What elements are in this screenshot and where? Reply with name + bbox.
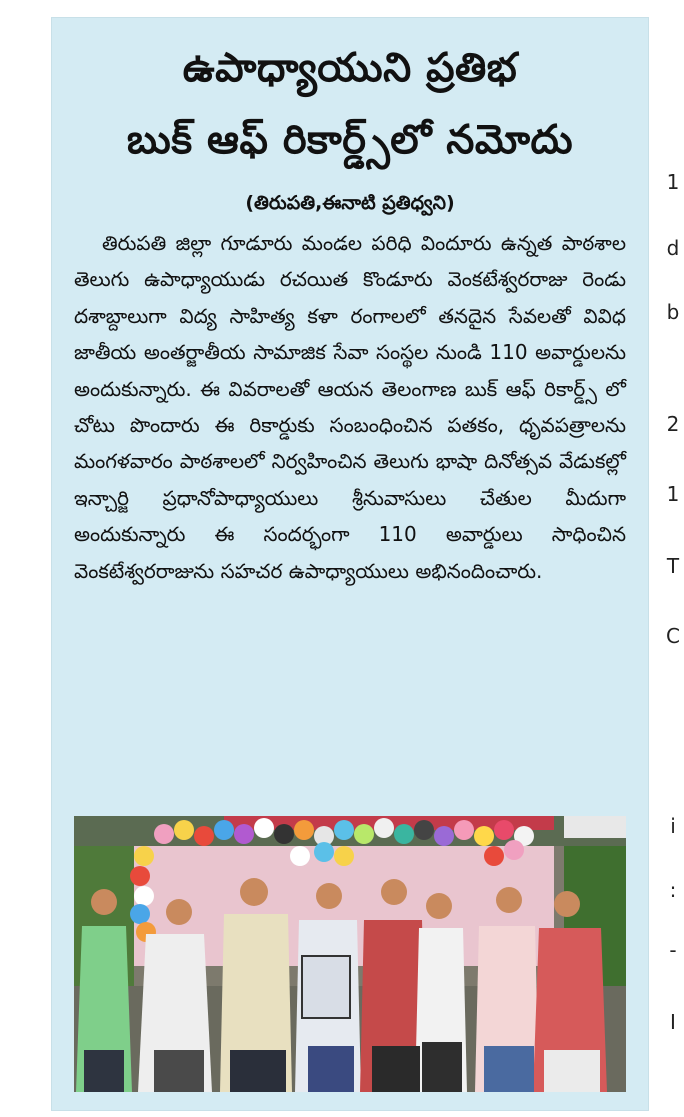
adjacent-column-fragment: 1	[666, 170, 680, 194]
article-body	[74, 225, 626, 589]
adjacent-column-fragment: b	[666, 300, 680, 324]
adjacent-column-fragment: 1	[666, 482, 680, 506]
headline-line-1: ఉపాధ్యాయుని ప్రతిభ	[182, 45, 518, 91]
award-ceremony-photo	[74, 816, 626, 1092]
headline	[52, 18, 648, 176]
article-body-text: తిరుపతి జిల్లా గూడూరు మండల పరిధి విందూరు ఉన్నత పాఠశాల తెలుగు ఉపాధ్యాయుడు రచయిత కొండూరు వెంకటేశ్వరరాజు రెండు దశాబ్దాలుగా విద్య సాహిత్య కళా రంగాలలో తనదైన సేవలతో వివిధ జాతీయ అంతర్జాతీయ సామాజిక సేవా సంస్థల నుండి 110 అవార్డులను అందుకున్నారు. ఈ వివరాలతో ఆయన తెలంగాణ బుక్ ఆఫ్ రికార్డ్స్ లో చోటు పొందారు ఈ రికార్డుకు సంబంధించిన పతకం, ధృవపత్రాలను మంగళవారం పాఠశాలలో నిర్వహించిన తెలుగు భాషా దినోత్సవ వేడుకల్లో ఇన్చార్జి ప్రధానోపాధ్యాయులు శ్రీనువాసులు చేతుల మీదుగా అందుకున్నారు ఈ సందర్భంగా 110 అవార్డులు సాధించిన వెంకటేశ్వరరాజును సహచర ఉపాధ్యాయులు అభినందించారు.	[74, 231, 626, 583]
news-clipping	[52, 18, 648, 1110]
dateline: (తిరుపతి,ఈనాటి ప్రతిధ్వని)	[245, 192, 455, 214]
adjacent-column-fragment: i	[670, 814, 676, 838]
headline-line-2: బుక్ ఆఫ్ రికార్డ్స్‌లో నమోదు	[126, 117, 574, 163]
adjacent-column-fragment: -	[669, 938, 677, 962]
adjacent-column-fragment: T	[666, 554, 680, 578]
adjacent-column-fragment: 2	[666, 412, 680, 436]
adjacent-column-fragment: C	[666, 624, 680, 648]
adjacent-column-fragment: I	[670, 1010, 676, 1034]
adjacent-column-fragment: d	[666, 236, 680, 260]
adjacent-column-fragment: :	[669, 878, 677, 902]
